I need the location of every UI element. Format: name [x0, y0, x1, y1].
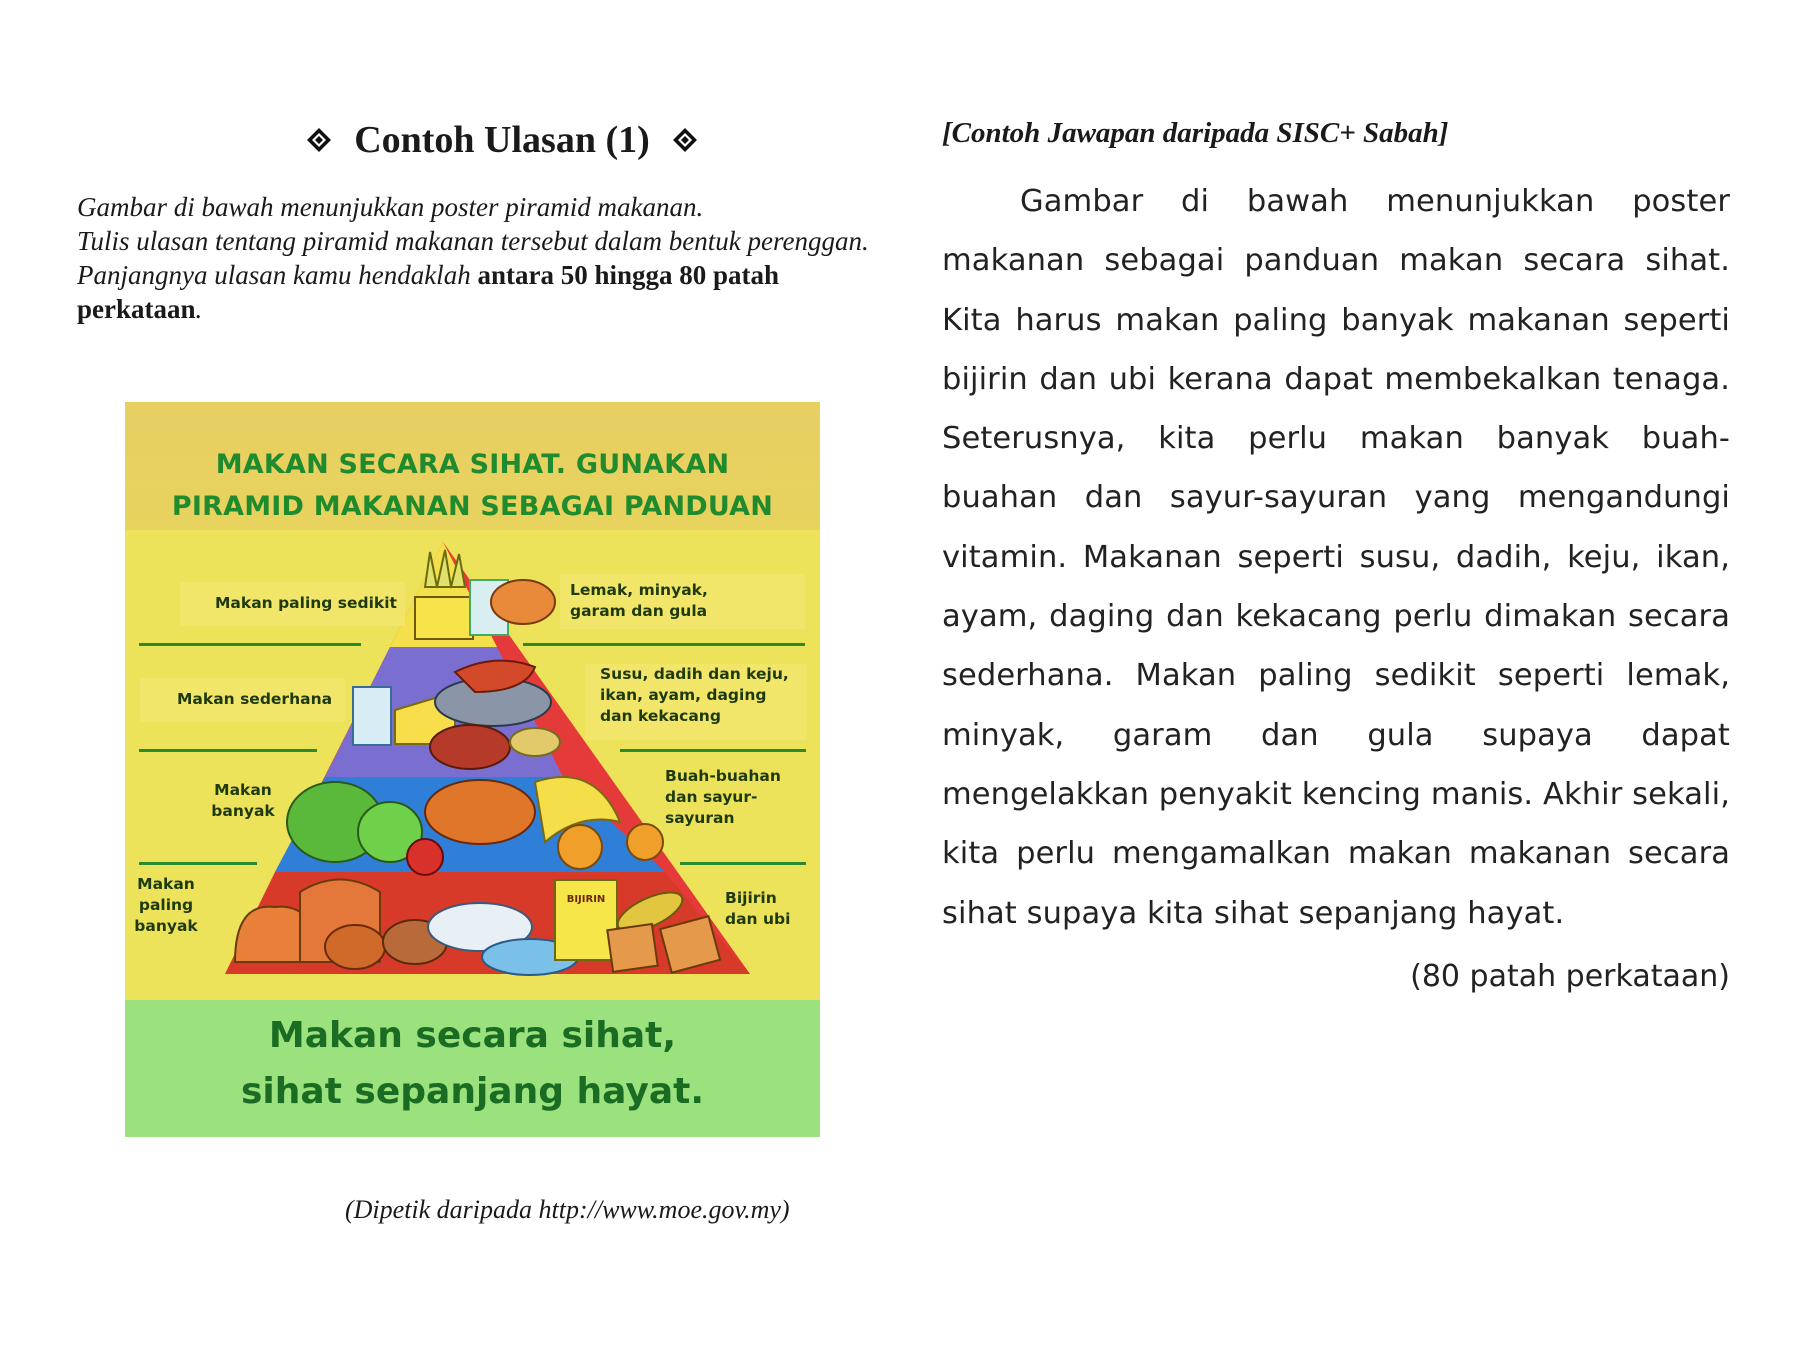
food-label-fats: Lemak, minyak, garam dan gula	[570, 581, 708, 620]
answer-paragraph: Gambar di bawah menunjukkan poster makanan sebagai panduan makan secara sihat. Kita harus makan paling banyak makanan seperti bijirin dan ubi kerana dapat membekalkan tenaga. Seterusnya, kita perlu makan banyak buah-buahan dan sayur-sayuran yang mengandungi vitamin. Makanan seperti susu, dadih, keju, ikan, ayam, daging dan kekacang perlu dimakan secara sederhana. Makan paling sedikit seperti lemak, minyak, garam dan gula supaya dapat mengelakkan penyakit kencing manis. Akhir sekali, kita perlu mengamalkan makan makanan secara sihat supaya kita sihat sepanjang hayat.	[942, 184, 1730, 931]
meat-icon	[430, 725, 510, 769]
answer-section	[942, 112, 1730, 994]
poster-header-line: PIRAMID MAKANAN SEBAGAI PANDUAN	[171, 491, 774, 522]
word-limit: antara 50 hingga 80 patah perkataan	[77, 260, 780, 324]
cereal-box-icon	[555, 880, 617, 960]
food-label-protein: Susu, dadih dan keju, ikan, ayam, daging dan kekacang	[600, 665, 789, 725]
word-count: (80 patah perkataan)	[1410, 958, 1730, 994]
potato-icon	[325, 925, 385, 969]
answer-heading: [Contoh Jawapan daripada SISC+ Sabah]	[942, 117, 1449, 149]
poster-slogan-line: sihat sepanjang hayat.	[241, 1071, 704, 1112]
fries-icon	[425, 550, 465, 587]
diamond-bullet-icon	[306, 127, 332, 153]
tier-divider	[139, 749, 317, 752]
title-row	[187, 110, 817, 170]
cracker-icon	[607, 924, 657, 972]
source-citation: (Dipetik daripada http://www.moe.gov.my)	[345, 1195, 790, 1224]
instruction-line	[77, 258, 877, 326]
poster-header-line: MAKAN SECARA SIHAT. GUNAKAN	[215, 449, 730, 480]
tier-divider	[680, 862, 806, 865]
food-label-grains: Bijirin dan ubi	[725, 889, 791, 928]
orange-icon	[558, 825, 602, 869]
instruction-text: .	[195, 294, 203, 324]
poster-slogan-line: Makan secara sihat,	[268, 1015, 677, 1056]
tier-divider	[139, 862, 257, 865]
cereal-box-label: BIJIRIN	[566, 894, 606, 905]
instruction-line: Tulis ulasan tentang piramid makanan tersebut dalam bentuk perenggan.	[77, 226, 869, 256]
level-label-moderate: Makan sederhana	[177, 690, 333, 708]
instructions	[77, 190, 877, 326]
poster-slogan	[125, 1008, 820, 1120]
papaya-icon	[425, 780, 535, 844]
cake-icon	[491, 580, 555, 624]
food-label-fruit-veg: Buah-buahan dan sayur-sayuran	[665, 767, 781, 827]
instruction-text: Panjangnya ulasan kamu hendaklah	[77, 260, 478, 290]
question-section	[77, 110, 877, 326]
food-pyramid-poster	[125, 402, 820, 1137]
butter-icon	[415, 597, 473, 639]
diamond-bullet-icon	[672, 127, 698, 153]
tier-divider	[523, 643, 805, 646]
poster-footer	[125, 1000, 820, 1137]
milk-carton-icon	[353, 687, 391, 745]
page-title: Contoh Ulasan (1)	[354, 119, 650, 161]
instruction-line: Gambar di bawah menunjukkan poster piramid makanan.	[77, 192, 704, 222]
level-label-least: Makan paling sedikit	[215, 594, 397, 612]
level-label-many: Makan banyak	[211, 781, 275, 820]
level-label-most: Makan paling banyak	[134, 875, 198, 935]
nuts-icon	[510, 728, 560, 756]
orange-icon	[627, 824, 663, 860]
tier-divider	[139, 643, 361, 646]
tomato-icon	[407, 839, 443, 875]
tier-divider	[620, 749, 806, 752]
